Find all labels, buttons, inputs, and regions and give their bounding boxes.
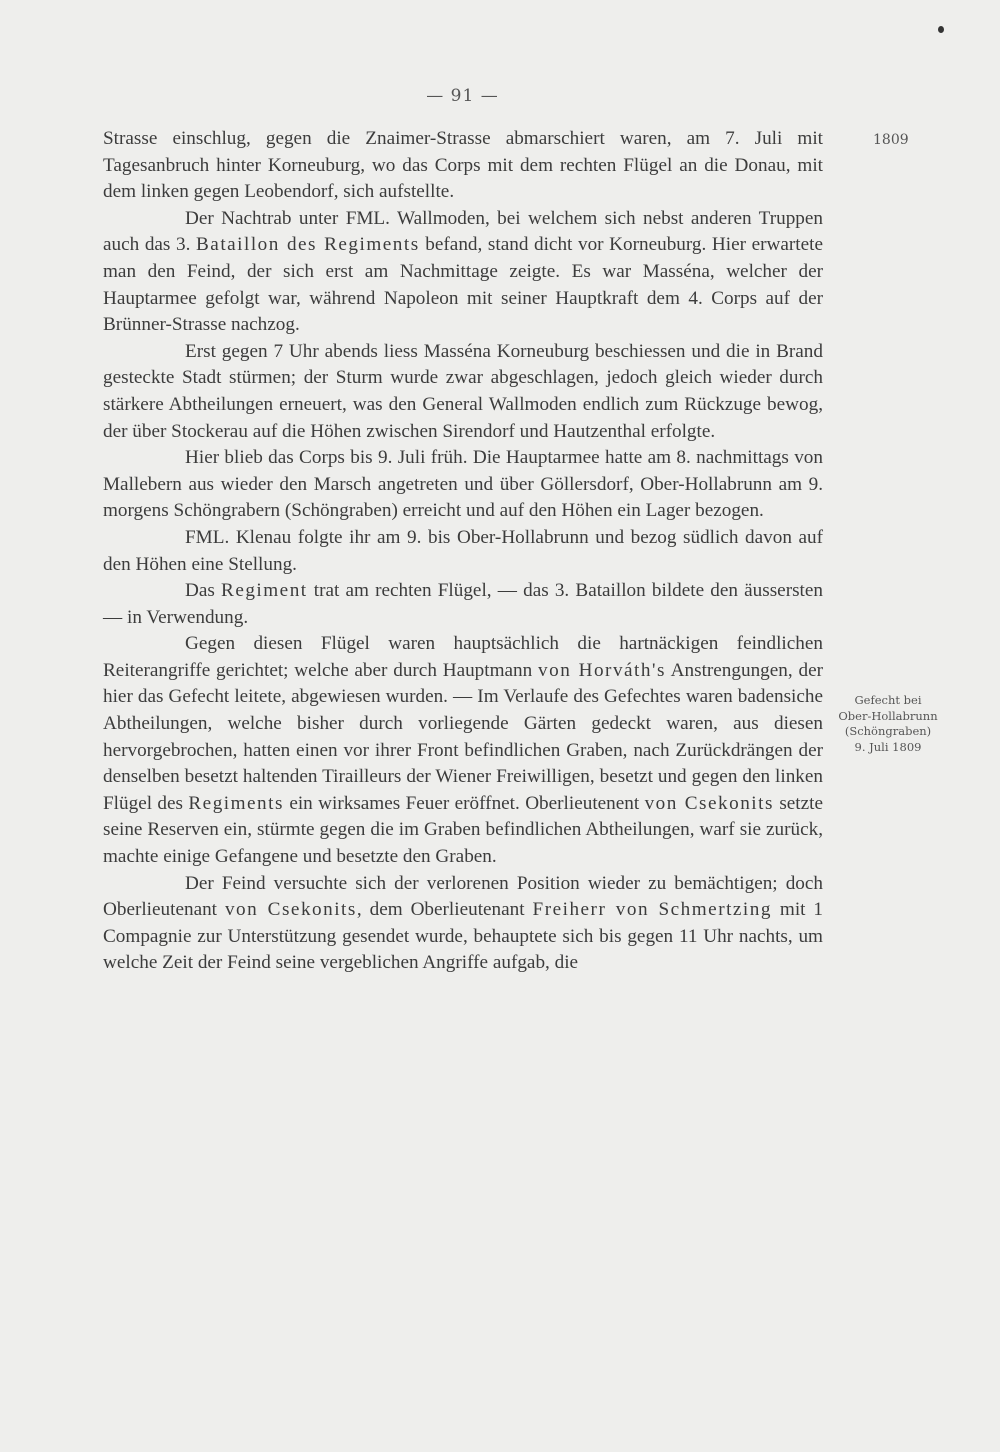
paragraph (103, 631, 823, 870)
text-run: FML. Klenau folgte ihr am 9. bis Ober-Hollabrunn und bezog südlich davon auf den Höhen eine Stellung. (103, 526, 823, 575)
spaced-text-run: Regiment (221, 580, 308, 602)
spaced-text-run: Regiments (188, 792, 284, 814)
text-run: Der Nachtrab unter FML. Wallmoden, bei welchem sich nebst anderen Truppen auch das 3. (103, 207, 823, 256)
paragraph (103, 578, 823, 631)
ink-spot (938, 26, 944, 33)
spaced-text-run: von Horváth's (538, 659, 666, 681)
margin-note-line: Ober-Hollabrunn (838, 708, 938, 723)
text-run: befand, stand dicht vor Korneuburg. Hier erwartete man den Feind, der sich erst am Nachmittage zeigte. Es war Masséna, welcher der Hauptarmee gefolgt war, während Napoleon mit seiner Hauptkraft dem 4. Corps auf der Brünner-Strasse nachzog. (103, 234, 823, 336)
text-run: ein wirksames Feuer eröffnet. Oberlieutenent (283, 792, 645, 814)
spaced-text-run: Freiherr von Schmertzing (532, 899, 772, 921)
text-run: Erst gegen 7 Uhr abends liess Masséna Korneuburg beschiessen und die in Brand gesteckte Stadt stürmen; der Sturm wurde zwar abgeschlagen, jedoch gleich wieder durch stärkere Abtheilungen erneuert, was den General Wallmoden endlich zum Rückzuge bewog, der über Stockerau auf die Höhen zwischen Sirendorf und Hautzenthal erfolgte. (103, 340, 823, 442)
paragraph (103, 339, 823, 445)
spaced-text-run: Bataillon des Regiments (196, 234, 420, 256)
text-run: Das (185, 580, 222, 602)
paragraph (103, 445, 823, 525)
paragraph (103, 126, 823, 206)
margin-note (828, 693, 948, 755)
text-run: setzte seine Reserven ein, stürmte gegen die im Graben befindlichen Abtheilungen, warf sie zurück, machte einige Gefangene und besetzte den Graben. (103, 792, 823, 868)
margin-year: 1809 (873, 132, 909, 148)
paragraph (103, 525, 823, 578)
spaced-text-run: von Csekonits (224, 899, 357, 921)
text-run: mit 1 Compagnie zur Unterstützung gesendet wurde, behauptete sich bis gegen 11 Uhr nachts, um welche Zeit der Feind seine vergeblichen Angriffe aufgab, die (103, 899, 824, 974)
page-number: — 91 — (426, 86, 499, 106)
margin-note-line: (Schöngraben) (844, 724, 932, 738)
paragraph (103, 871, 823, 977)
text-run: Strasse einschlug, gegen die Znaimer-Strasse abmarschiert waren, am 7. Juli mit Tagesanbruch hinter Korneuburg, wo das Corps mit dem rechten Flügel an die Donau, mit dem linken gegen Leobendorf, sich aufstellte. (103, 128, 823, 203)
paragraph (103, 206, 823, 339)
body-text (103, 126, 823, 977)
text-run: Hier blieb das Corps bis 9. Juli früh. Die Hauptarmee hatte am 8. nachmittags von Mallebern aus wieder den Marsch angetreten und über Göllersdorf, Ober-Hollabrunn am 9. morgens Schöngrabern (Schöngraben) erreicht und auf den Höhen ein Lager bezogen. (103, 447, 823, 522)
text-run: , dem Oberlieutenant (356, 899, 533, 921)
text-run: Der Feind versuchte sich der verlorenen Position wieder zu bemächtigen; doch Oberlieutenant (103, 872, 823, 921)
text-run: Anstrengungen, der hier das Gefecht leitete, abgewiesen wurden. — Im Verlaufe des Gefechtes waren badensiche Abtheilungen, welche bisher durch vorliegende Gärten gedeckt waren, aus diesen hervorgebrochen, hatten einen vor ihrer Front befindlichen Graben, nach Zurückdrängen der denselben besetzt haltenden Tirailleurs der Wiener Freiwilligen, besetzt und gegen den linken Flügel des (103, 659, 823, 814)
margin-note-line: 9. Juli 1809 (854, 739, 922, 754)
text-run: trat am rechten Flügel, — das 3. Bataillon bildete den äussersten — in Verwendung. (103, 580, 824, 628)
text-run: Gegen diesen Flügel waren hauptsächlich die hartnäckigen feindlichen Reiterangriffe gerichtet; welche aber durch Hauptmann (103, 633, 823, 681)
margin-note-line: Gefecht bei (854, 693, 922, 707)
spaced-text-run: von Csekonits (644, 792, 774, 814)
